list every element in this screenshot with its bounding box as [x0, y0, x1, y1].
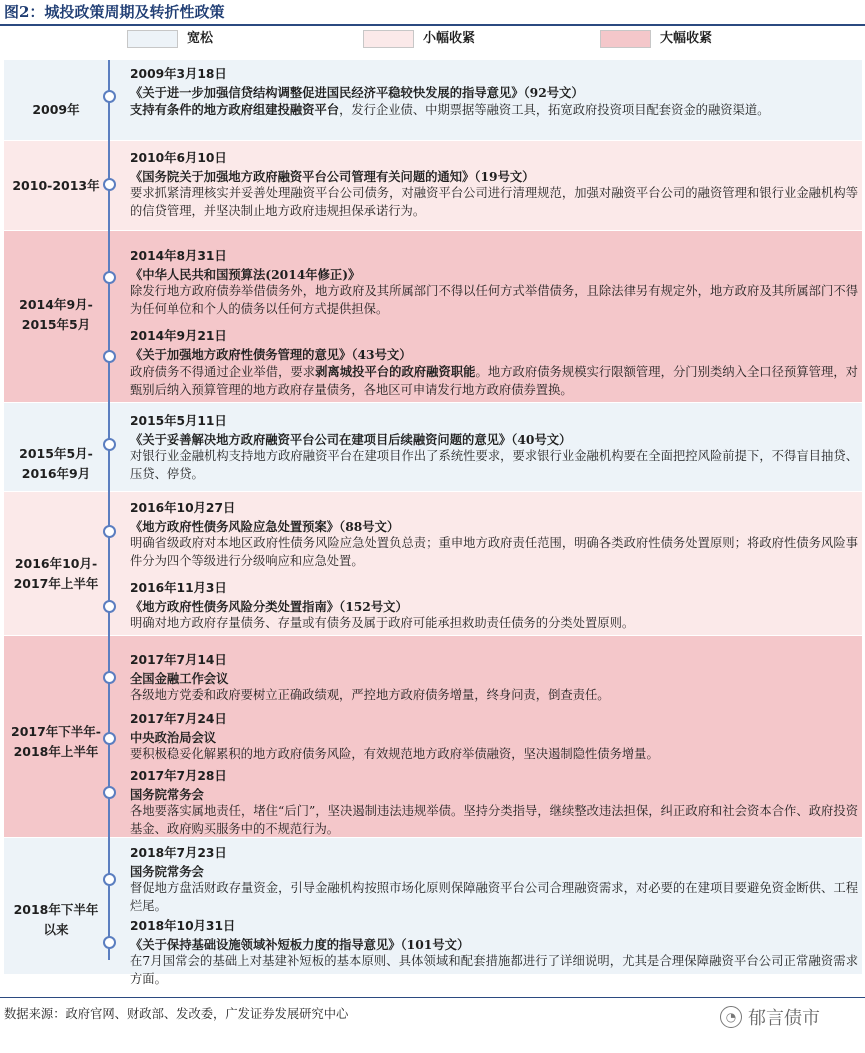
policy-entry	[130, 580, 858, 633]
period-label: 2018年下半年 以来	[13, 902, 99, 937]
entry-date: 2015年5月11日	[130, 414, 227, 428]
timeline-dot	[103, 178, 116, 191]
policy-entry	[130, 500, 858, 570]
entry-description: 明确对地方政府存量债务、存量或有债务及属于政府可能承担救助责任债务的分类处置原则。	[130, 616, 635, 630]
entry-document: 《关于进一步加强信贷结构调整促进国民经济平稳较快发展的指导意见》（92号文）	[130, 84, 584, 100]
entry-date: 2017年7月24日	[130, 712, 227, 726]
policy-entry	[130, 150, 858, 220]
timeline-dot	[103, 600, 116, 613]
entry-description: 明确省级政府对本地区政府性债务风险应急处置负总责；重申地方政府责任范围，明确各类政府性债务处置原则；将政府性债务风险事件分为四个等级进行分级响应和应急处置。	[130, 536, 858, 568]
legend-label-loose: 宽松	[187, 31, 214, 46]
entry-description: 要求抓紧清理核实并妥善处理融资平台公司债务，对融资平台公司进行清理规范，加强对融资平台公司的融资管理和银行业金融机构等的信贷管理，并坚决制止地方政府违规担保承诺行为。	[130, 186, 858, 218]
timeline-axis	[108, 60, 110, 960]
timeline-dot	[103, 786, 116, 799]
entry-document: 国务院常务会	[130, 863, 204, 879]
legend-swatch-loose	[127, 30, 178, 48]
entry-date: 2018年7月23日	[130, 846, 227, 860]
entry-document: 《关于保持基础设施领域补短板力度的指导意见》（101号文）	[130, 936, 470, 952]
legend-label-big-tight: 大幅收紧	[660, 31, 713, 46]
policy-entry	[130, 652, 858, 705]
timeline-dot	[103, 671, 116, 684]
timeline-dot	[103, 936, 116, 949]
period-label: 2010-2013年	[12, 178, 100, 193]
wechat-icon: ◔	[720, 1006, 742, 1028]
period-label: 2009年	[32, 102, 80, 117]
entry-date: 2017年7月28日	[130, 769, 227, 783]
entry-description: 要积极稳妥化解累积的地方政府债务风险，有效规范地方政府举债融资，坚决遏制隐性债务增量。	[130, 747, 659, 761]
entry-description: 政府债务不得通过企业举借，要求剥离城投平台的政府融资职能。地方政府债务规模实行限额管理，分门别类纳入全口径预算管理，对甄别后纳入预算管理的地方政府存量债务，各地区可申请发行地方政府债券置换。	[130, 364, 858, 397]
entry-description: 督促地方盘活财政存量资金，引导金融机构按照市场化原则保障融资平台公司合理融资需求，对必要的在建项目要避免资金断供、工程烂尾。	[130, 881, 858, 913]
entry-date: 2009年3月18日	[130, 67, 227, 81]
entry-document: 《中华人民共和国预算法(2014年修正)》	[130, 266, 361, 282]
entry-description: 支持有条件的地方政府组建投融资平台，发行企业债、中期票据等融资工具，拓宽政府投资项目配套资金的融资渠道。	[130, 102, 770, 117]
entry-document: 国务院常务会	[130, 786, 204, 802]
period-label: 2014年9月- 2015年5月	[19, 297, 93, 332]
period-label: 2015年5月- 2016年9月	[19, 446, 93, 481]
legend-label-slight-tight: 小幅收紧	[423, 31, 476, 46]
entry-date: 2010年6月10日	[130, 151, 227, 165]
entry-document: 《国务院关于加强地方政府融资平台公司管理有关问题的通知》（19号文）	[130, 168, 535, 184]
entry-description: 对银行业金融机构支持地方政府融资平台在建项目作出了系统性要求，要求银行业金融机构要在全面把控风险前提下，不得盲目抽贷、压贷、停贷。	[130, 449, 858, 481]
entry-date: 2014年8月31日	[130, 249, 227, 263]
title-divider	[0, 24, 865, 26]
policy-entry	[130, 711, 858, 764]
timeline-dot	[103, 350, 116, 363]
entry-document: 《地方政府性债务风险分类处置指南》（152号文）	[130, 598, 408, 614]
policy-entry	[130, 328, 858, 399]
timeline-dot	[103, 90, 116, 103]
entry-description: 各级地方党委和政府要树立正确政绩观，严控地方政府债务增量，终身问责，倒查责任。	[130, 688, 610, 702]
period-label: 2016年10月- 2017年上半年	[13, 556, 99, 591]
timeline-dot	[103, 732, 116, 745]
timeline-dot	[103, 271, 116, 284]
watermark-text: 郁言债市	[748, 1008, 820, 1029]
legend-swatch-big-tight	[600, 30, 651, 48]
entry-description: 除发行地方政府债券举借债务外，地方政府及其所属部门不得以任何方式举借债务，且除法律另有规定外，地方政府及其所属部门不得为任何单位和个人的债务以任何方式提供担保。	[130, 284, 858, 316]
entry-description: 在7月国常会的基础上对基建补短板的基本原则、具体领域和配套措施都进行了详细说明，尤其是合理保障融资平台公司正常融资需求方面。	[130, 954, 858, 986]
period-label: 2017年下半年- 2018年上半年	[11, 724, 101, 759]
watermark	[720, 1003, 820, 1031]
figure-title: 图2：城投政策周期及转折性政策	[4, 3, 225, 21]
entry-description: 各地要落实属地责任，堵住“后门”，坚决遏制违法违规举债。坚持分类指导，继续整改违法担保，纠正政府和社会资本合作、政府投资基金、政府购买服务中的不规范行为。	[130, 804, 858, 836]
entry-document: 《关于妥善解决地方政府融资平台公司在建项目后续融资问题的意见》（40号文）	[130, 431, 572, 447]
legend-swatch-slight-tight	[363, 30, 414, 48]
entry-document: 《地方政府性债务风险应急处置预案》（88号文）	[130, 518, 400, 534]
timeline-dot	[103, 525, 116, 538]
policy-entry	[130, 845, 858, 915]
policy-entry	[130, 768, 858, 838]
entry-date: 2018年10月31日	[130, 919, 236, 933]
entry-date: 2016年11月3日	[130, 581, 227, 595]
data-source: 数据来源：政府官网、财政部、发改委，广发证券发展研究中心	[4, 1007, 349, 1021]
timeline-dot	[103, 873, 116, 886]
policy-entry	[130, 66, 858, 120]
policy-entry	[130, 248, 858, 318]
entry-document: 《关于加强地方政府性债务管理的意见》（43号文）	[130, 346, 412, 362]
entry-date: 2016年10月27日	[130, 501, 236, 515]
entry-document: 全国金融工作会议	[130, 670, 229, 686]
policy-entry	[130, 918, 858, 988]
policy-entry	[130, 413, 858, 483]
entry-date: 2017年7月14日	[130, 653, 227, 667]
timeline-dot	[103, 438, 116, 451]
entry-date: 2014年9月21日	[130, 329, 227, 343]
bottom-divider	[0, 997, 865, 998]
entry-document: 中央政治局会议	[130, 729, 217, 745]
